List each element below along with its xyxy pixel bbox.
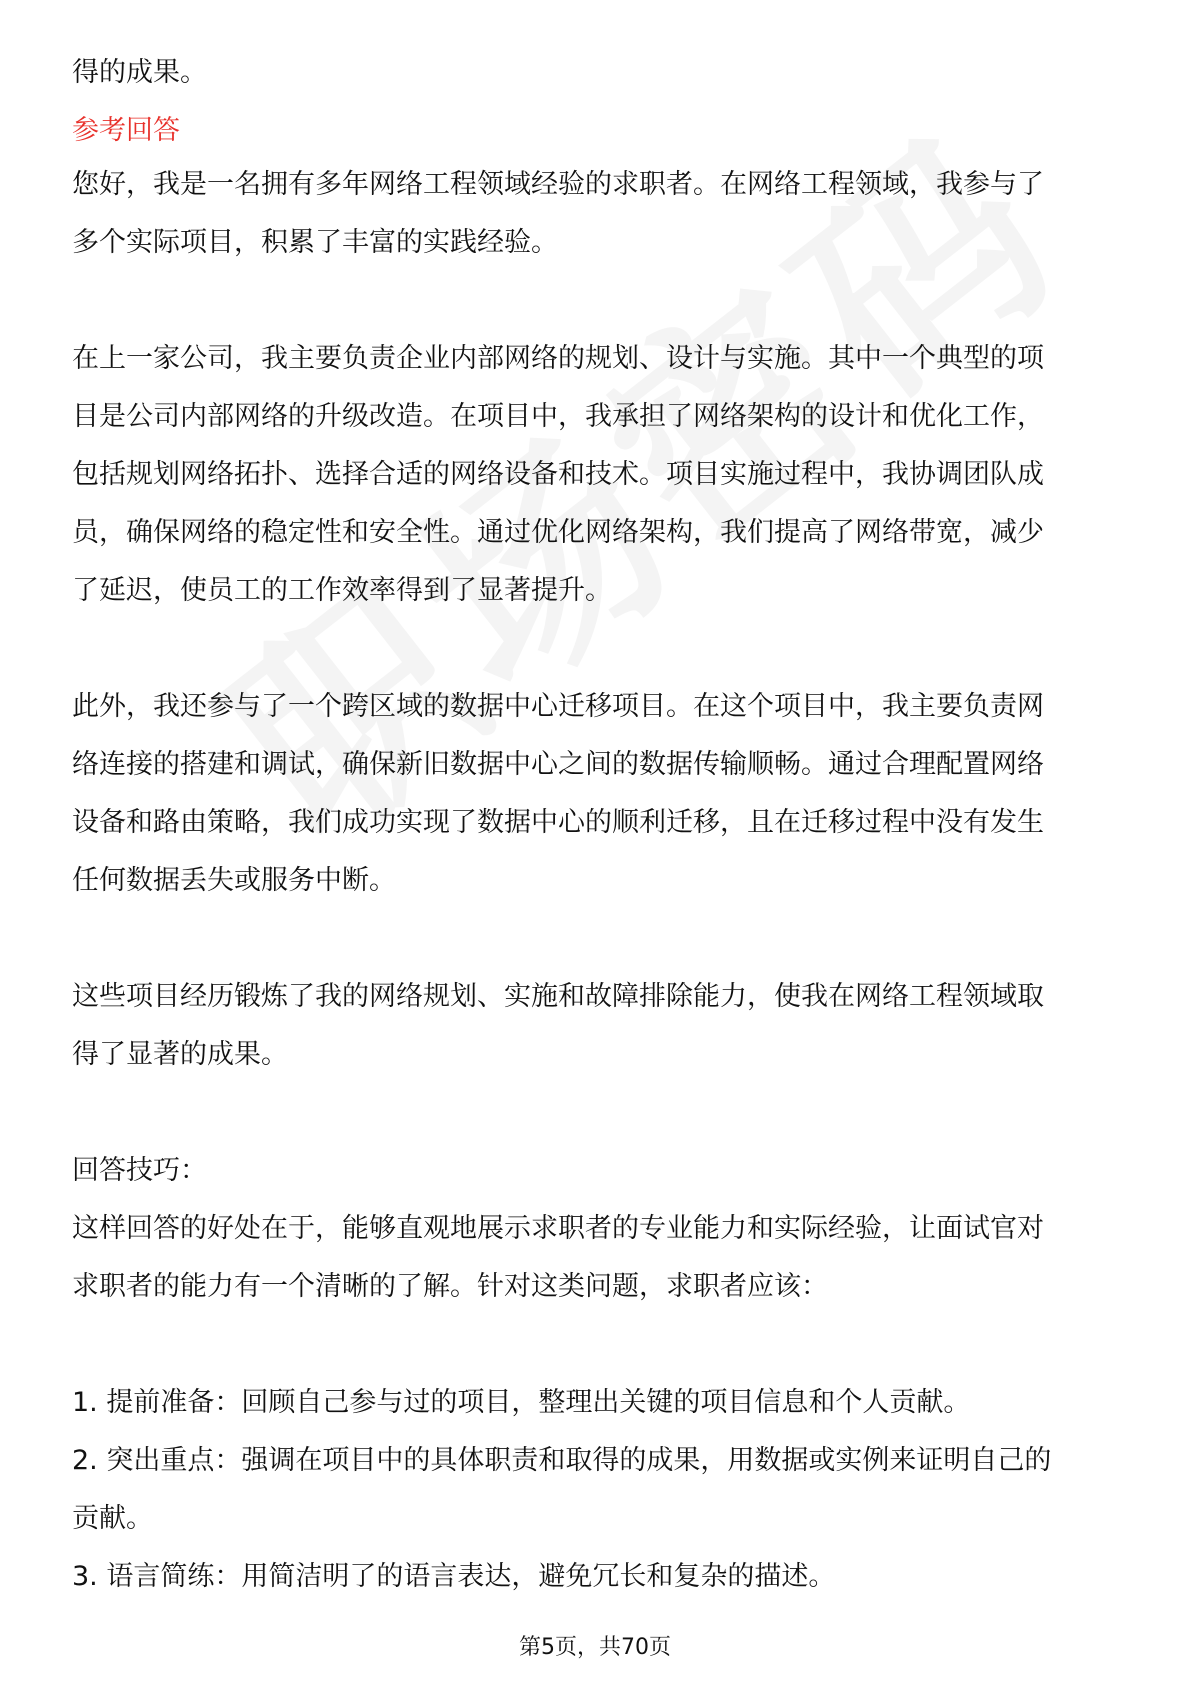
- paragraph-line: 这样回答的好处在于，能够直观地展示求职者的专业能力和实际经验，让面试官对: [72, 1213, 1044, 1244]
- list-item: 1. 提前准备：回顾自己参与过的项目，整理出关键的项目信息和个人贡献。: [72, 1387, 971, 1418]
- paragraph-line: 设备和路由策略，我们成功实现了数据中心的顺利迁移，且在迁移过程中没有发生: [72, 807, 1044, 838]
- paragraph-project-2: [72, 678, 1120, 910]
- list-item-continuation: 贡献。: [72, 1503, 153, 1534]
- paragraph-line: 此外，我还参与了一个跨区域的数据中心迁移项目。在这个项目中，我主要负责网: [72, 691, 1044, 722]
- paragraph-line: 这些项目经历锻炼了我的网络规划、实施和故障排除能力，使我在网络工程领域取: [72, 981, 1044, 1012]
- list-item: 3. 语言简练：用简洁明了的语言表达，避免冗长和复杂的描述。: [72, 1561, 836, 1592]
- paragraph-line: 目是公司内部网络的升级改造。在项目中，我承担了网络架构的设计和优化工作，: [72, 401, 1044, 432]
- paragraph-line: 在上一家公司，我主要负责企业内部网络的规划、设计与实施。其中一个典型的项: [72, 343, 1044, 374]
- paragraph-line: 员，确保网络的稳定性和安全性。通过优化网络架构，我们提高了网络带宽，减少: [72, 517, 1044, 548]
- paragraph-line: 求职者的能力有一个清晰的了解。针对这类问题，求职者应该：: [72, 1271, 828, 1302]
- paragraph-summary: [72, 968, 1120, 1084]
- page-content: [72, 44, 1120, 1606]
- paragraph-project-1: [72, 330, 1120, 620]
- paragraph-intro: [72, 156, 1120, 272]
- list-item: 2. 突出重点：强调在项目中的具体职责和取得的成果，用数据或实例来证明自己的: [72, 1445, 1052, 1476]
- tips-intro: [72, 1200, 1120, 1316]
- page-number-footer: 第5页，共70页: [519, 1635, 671, 1660]
- paragraph-line: 了延迟，使员工的工作效率得到了显著提升。: [72, 575, 612, 606]
- tips-heading: 回答技巧：: [72, 1155, 207, 1186]
- paragraph-line: 您好，我是一名拥有多年网络工程领域经验的求职者。在网络工程领域，我参与了: [72, 169, 1044, 200]
- continued-text-line: 得的成果。: [72, 57, 207, 88]
- paragraph-line: 得了显著的成果。: [72, 1039, 288, 1070]
- paragraph-line: 任何数据丢失或服务中断。: [72, 865, 396, 896]
- answer-heading: 参考回答: [72, 115, 180, 146]
- paragraph-line: 多个实际项目，积累了丰富的实践经验。: [72, 227, 558, 258]
- tips-list: [72, 1374, 1120, 1606]
- paragraph-line: 络连接的搭建和调试，确保新旧数据中心之间的数据传输顺畅。通过合理配置网络: [72, 749, 1044, 780]
- paragraph-line: 包括规划网络拓扑、选择合适的网络设备和技术。项目实施过程中，我协调团队成: [72, 459, 1044, 490]
